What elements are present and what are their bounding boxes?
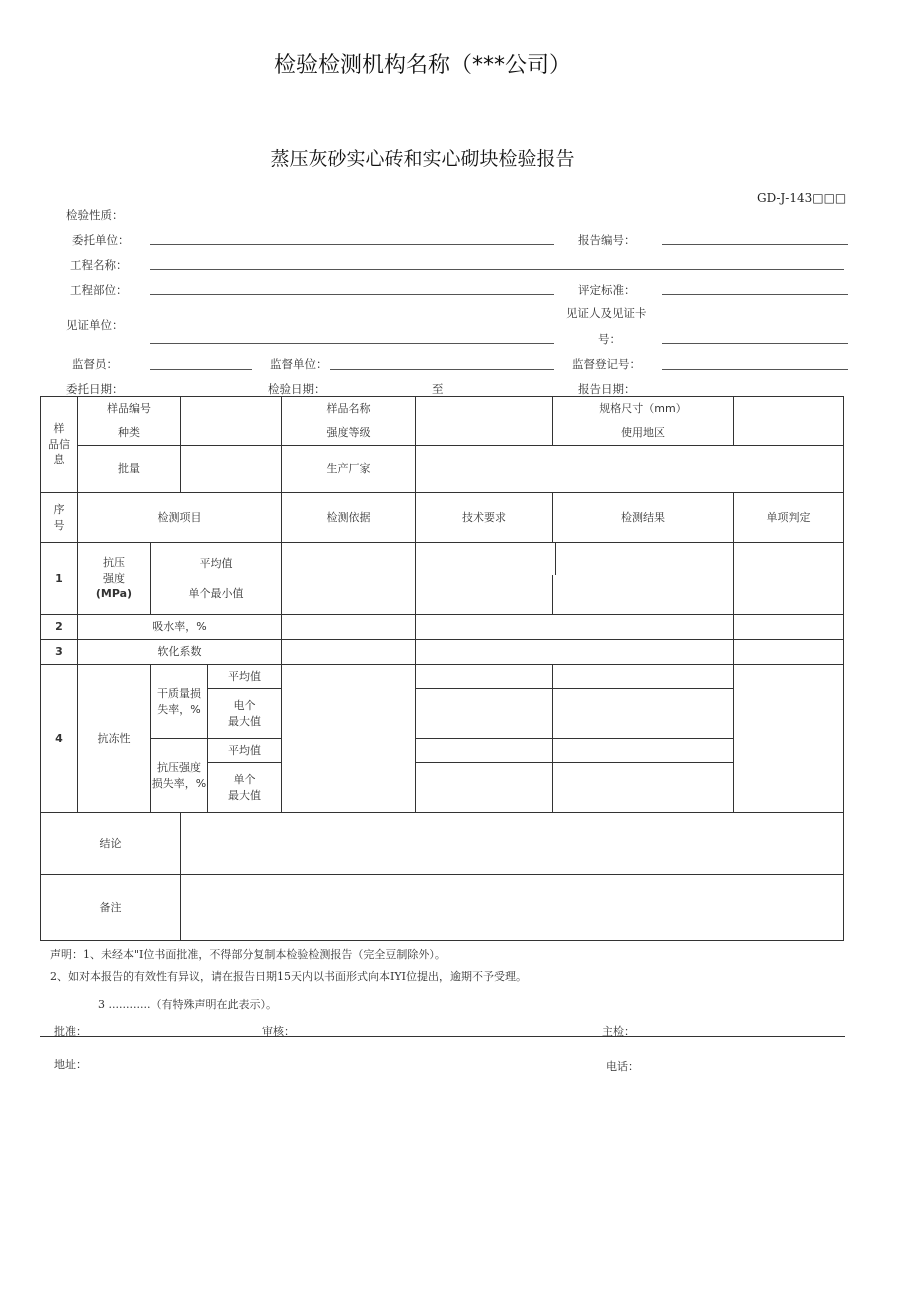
statement-3: 3 ............（有特殊声明在此表示）。	[98, 998, 277, 1011]
row-1-requirement-top[interactable]	[416, 543, 556, 575]
report-date-label: 报告日期：	[578, 382, 636, 396]
sample-name-label: 样品名称	[282, 397, 416, 421]
mass-max-requirement[interactable]	[416, 689, 553, 739]
statement-2: 2、如对本报告的有效性有异议，请在报告日期15天内以书面形式向本IYI位提出，逾期不予受理。	[50, 970, 527, 983]
supervision-reg-no-label: 监督登记号：	[572, 357, 641, 371]
row-2-no: 2	[41, 615, 78, 640]
inspection-table	[40, 396, 844, 941]
row-3-judgement[interactable]	[734, 640, 844, 665]
batch-label: 批量	[78, 446, 181, 493]
mass-avg-requirement[interactable]	[416, 665, 553, 689]
evaluation-standard-label: 评定标准：	[578, 283, 636, 297]
row-4-basis[interactable]	[282, 665, 416, 813]
judgement-header: 单项判定	[734, 493, 844, 543]
compressive-strength-label: 抗压 强度 (MPa)	[78, 543, 151, 615]
strength-max-requirement[interactable]	[416, 763, 553, 813]
row-2-result[interactable]	[416, 615, 734, 640]
row-1-no: 1	[41, 543, 78, 615]
project-part-label: 工程部位：	[70, 283, 128, 297]
compressive-strength-subitems: 平均值 单个最小值	[151, 543, 282, 615]
dry-mass-loss-label: 干质量损 失率，%	[151, 665, 208, 739]
row-4-judgement[interactable]	[734, 665, 844, 813]
item-header: 检测项目	[78, 493, 282, 543]
witness-person-label-2: 号：	[598, 332, 621, 346]
sample-info-label: 样 品信 息	[41, 397, 78, 493]
witness-unit-field[interactable]	[150, 343, 554, 344]
mass-avg-label: 平均值	[208, 665, 282, 689]
remarks-value[interactable]	[181, 875, 844, 941]
project-name-label: 工程名称：	[70, 258, 128, 272]
strength-avg-label: 平均值	[208, 739, 282, 763]
address-label: 地址：	[54, 1058, 87, 1071]
manufacturer-value[interactable]	[416, 446, 844, 493]
manufacturer-label: 生产厂家	[282, 446, 416, 493]
form-code: GD-J-143□□□	[757, 191, 847, 205]
project-name-field[interactable]	[150, 269, 844, 270]
row-3-result[interactable]	[416, 640, 734, 665]
supervision-reg-no-field[interactable]	[662, 369, 848, 370]
organization-name: 检验检测机构名称（***公司）	[273, 53, 571, 78]
category-label: 种类	[78, 421, 181, 446]
review-label: 审核：	[262, 1025, 295, 1038]
result-header: 检测结果	[553, 493, 734, 543]
use-area-label: 使用地区	[553, 421, 734, 446]
strength-max-result[interactable]	[553, 763, 734, 813]
witness-unit-label: 见证单位：	[66, 318, 124, 332]
signature-divider	[40, 1036, 845, 1037]
row-1-result-top[interactable]	[556, 543, 734, 575]
witness-person-field[interactable]	[662, 343, 848, 344]
report-no-label: 报告编号：	[578, 233, 636, 247]
commission-date-label: 委托日期：	[66, 382, 124, 396]
seq-header: 序 号	[41, 493, 78, 543]
basis-header: 检测依据	[282, 493, 416, 543]
supervision-unit-field[interactable]	[330, 369, 554, 370]
phone-label: 电话：	[606, 1060, 639, 1073]
softening-coefficient-label: 软化系数	[78, 640, 282, 665]
mass-avg-result[interactable]	[553, 665, 734, 689]
spec-size-value[interactable]	[734, 397, 844, 446]
mass-max-label: 电个 最大值	[208, 689, 282, 739]
test-date-label: 检验日期：	[268, 382, 326, 396]
sample-no-value[interactable]	[181, 397, 282, 446]
witness-person-label: 见证人及见证卡	[566, 306, 647, 320]
supervisor-field[interactable]	[150, 369, 252, 370]
row-3-basis[interactable]	[282, 640, 416, 665]
row-4-no: 4	[41, 665, 78, 813]
row-1-judgement[interactable]	[734, 543, 844, 615]
strength-loss-label: 抗压强度 损失率，%	[151, 739, 208, 813]
row-2-judgement[interactable]	[734, 615, 844, 640]
strength-avg-result[interactable]	[553, 739, 734, 763]
inspector-label: 主检：	[602, 1025, 635, 1038]
approve-label: 批准：	[54, 1025, 87, 1038]
strength-max-label: 单个 最大值	[208, 763, 282, 813]
mass-max-result[interactable]	[553, 689, 734, 739]
client-field[interactable]	[150, 244, 554, 245]
client-label: 委托单位：	[72, 233, 130, 247]
report-no-field[interactable]	[662, 244, 848, 245]
inspection-nature-label: 检验性质：	[66, 208, 124, 222]
requirement-header: 技术要求	[416, 493, 553, 543]
conclusion-value[interactable]	[181, 813, 844, 875]
project-part-field[interactable]	[150, 294, 554, 295]
sample-name-value[interactable]	[416, 397, 553, 446]
strength-grade-label: 强度等级	[282, 421, 416, 446]
frost-resistance-label: 抗冻性	[78, 665, 151, 813]
strength-avg-requirement[interactable]	[416, 739, 553, 763]
conclusion-label: 结论	[41, 813, 181, 875]
batch-value[interactable]	[181, 446, 282, 493]
statement-1: 声明：1、未经本"I位书面批准，不得部分复制本检验检测报告（完全豆制除外）。	[50, 948, 446, 961]
supervision-unit-label: 监督单位：	[270, 357, 328, 371]
row-3-no: 3	[41, 640, 78, 665]
row-1-result-bottom[interactable]	[553, 575, 734, 615]
row-2-basis[interactable]	[282, 615, 416, 640]
water-absorption-label: 吸水率，%	[78, 615, 282, 640]
spec-size-label: 规格尺寸（mm）	[553, 397, 734, 421]
remarks-label: 备注	[41, 875, 181, 941]
date-range-separator: 至	[432, 382, 444, 396]
supervisor-label: 监督员：	[72, 357, 118, 371]
sample-no-label: 样品编号	[78, 397, 181, 421]
evaluation-standard-field[interactable]	[662, 294, 848, 295]
row-1-requirement-bottom[interactable]	[416, 575, 553, 615]
report-title: 蒸压灰砂实心砖和实心砌块检验报告	[270, 148, 575, 170]
row-1-basis[interactable]	[282, 543, 416, 615]
